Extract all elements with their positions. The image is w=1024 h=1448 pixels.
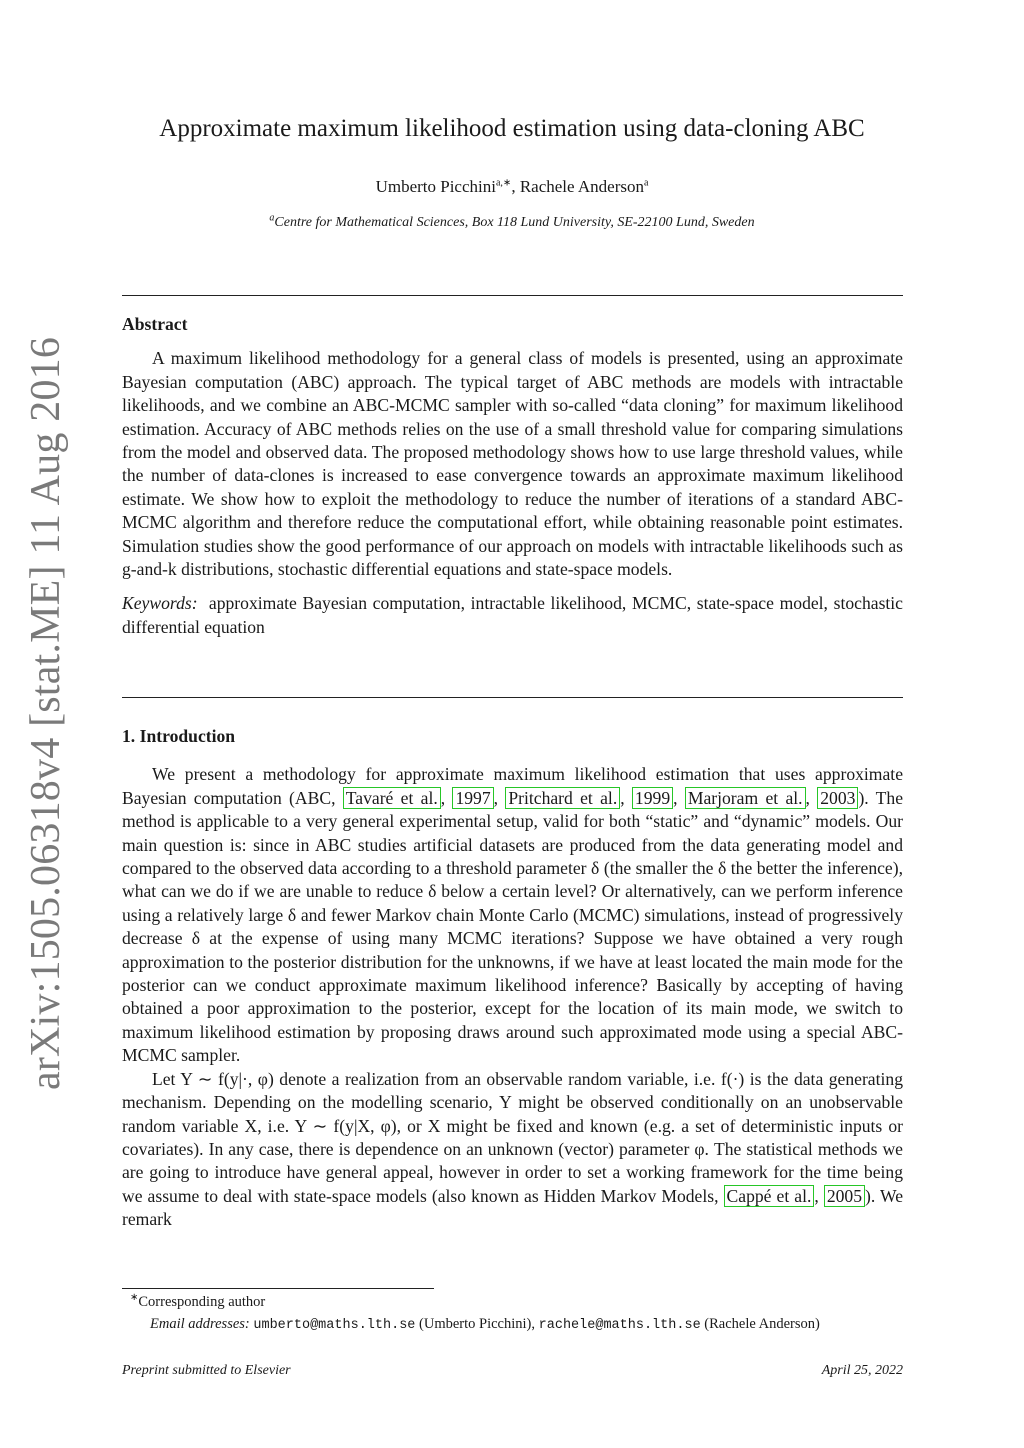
intro-paragraph-1: [122, 763, 903, 1067]
email-owner: (Umberto Picchini),: [415, 1316, 539, 1332]
affiliation-mark: a: [269, 212, 275, 224]
email-owner: (Rachele Anderson): [700, 1316, 820, 1332]
footer-date: April 25, 2022: [821, 1363, 903, 1378]
paper-title: Approximate maximum likelihood estimation using data-cloning ABC: [159, 115, 865, 142]
email-address[interactable]: rachele@maths.lth.se: [538, 1318, 701, 1333]
abstract-section: [122, 313, 903, 639]
author-name: Umberto Picchini: [375, 177, 496, 196]
author-separator: ,: [511, 177, 520, 196]
footnote-corresponding: [130, 1291, 910, 1313]
footnote-rule: [122, 1288, 434, 1289]
text-run: ,: [805, 787, 818, 808]
footer-preprint: Preprint submitted to Elsevier: [122, 1363, 291, 1378]
citation-year-link[interactable]: 2003: [817, 787, 858, 809]
introduction-section: [122, 725, 903, 1232]
text-run: ,: [620, 787, 632, 808]
footnote-emails: [130, 1313, 910, 1337]
keywords-text: approximate Bayesian computation, intractable likelihood, MCMC, state-space model, stochastic differential equation: [122, 593, 903, 637]
author-name: Rachele Anderson: [519, 177, 644, 196]
keywords: [122, 592, 903, 639]
footnote-mark: ∗: [130, 1292, 139, 1304]
citation-year-link[interactable]: 2005: [824, 1185, 865, 1207]
abstract-heading: Abstract: [122, 314, 188, 334]
footnote-corresponding-text: Corresponding author: [138, 1294, 266, 1310]
section-heading: 1. Introduction: [122, 726, 236, 746]
citation-link[interactable]: Marjoram et al.: [685, 787, 806, 809]
abstract-text: A maximum likelihood methodology for a general class of models is presented, using an approximate Bayesian computation (ABC) approach. The typical target of ABC methods are models with intractable likelihoods, and we combine an ABC-MCMC sampler with so-called “data cloning” for maximum likelihood estimation. Accuracy of ABC methods relies on the use of a small threshold value for comparing simulations from the model and observed data. The proposed methodology shows how to use large threshold values, while the number of data-clones is increased to ease convergence towards an approximate maximum likelihood estimate. We show how to exploit the methodology to reduce the number of iterations of a standard ABC-MCMC algorithm and therefore reduce the computational effort, while obtaining reasonable point estimates. Simulation studies show the good performance of our approach on models with intractable likelihoods such as g-and-k distributions, stochastic differential equations and state-space models.: [122, 348, 903, 580]
email-label: Email addresses:: [150, 1316, 250, 1332]
affiliation-text: Centre for Mathematical Sciences, Box 118 Lund University, SE-22100 Lund, Sweden: [274, 215, 755, 230]
citation-link[interactable]: Pritchard et al.: [505, 787, 620, 809]
author-affil-mark: a,∗: [495, 177, 512, 189]
text-run: ). We remark: [122, 1185, 904, 1230]
author-affil-mark: a: [643, 177, 649, 189]
email-address[interactable]: umberto@maths.lth.se: [253, 1318, 416, 1333]
bottom-rule: [122, 697, 903, 698]
text-run: ,: [814, 1185, 824, 1206]
text-run: ,: [673, 787, 685, 808]
text-run: We present a methodology for approximate maximum likelihood estimation that uses approximate Bayesian computation (ABC,: [122, 764, 903, 808]
text-run: ,: [493, 787, 506, 808]
author-line: [0, 177, 1024, 197]
footnote: [130, 1291, 910, 1337]
text-run: Let Y ∼ f(y|·, φ) denote a realization from an observable random variable, i.e. f(·) is the data generating mechanism. Depending on the modelling scenario, Y might be observed conditionally on an unobservable random variable X, i.e. Y ∼ f(y|X, φ), or X might be fixed and known (e.g. a set of deterministic inputs or covariates). In any case, there is dependence on an unknown (vector) parameter φ. The statistical methods we are going to introduce have general appeal, however in order to set a working framework for the time being we assume to deal with state-space models (also known as Hidden Markov Models,: [122, 1068, 903, 1206]
arxiv-sidebar-stamp: arXiv:1505.06318v4 [stat.ME] 11 Aug 2016: [23, 336, 69, 1090]
keywords-label: Keywords:: [122, 593, 198, 614]
text-run: ,: [440, 787, 453, 808]
citation-year-link[interactable]: 1999: [632, 787, 673, 809]
text-run: ). The method is applicable to a very general experimental setup, valid for both “static” and “dynamic” models. Our main question is: since in ABC studies artificial datasets are produced from the data generating model and compared to the observed data according to a threshold parameter δ (the smaller the δ the better the inference), what can we do if we are unable to reduce δ below a certain level? Or alternatively, can we perform inference using a relatively large δ and fewer Markov chain Monte Carlo (MCMC) simulations, instead of progressively decrease δ at the expense of using many MCMC iterations? Suppose we have obtained a very rough approximation to the posterior distribution for the unknowns, if we have at least located the main mode for the posterior can we conduct approximate maximum likelihood inference? Basically by accepting of having obtained a poor approximation to the posterior, except for the location of its main mode, we switch to maximum likelihood estimation by proposing draws around such approximated mode using a special ABC-MCMC sampler.: [122, 787, 904, 1066]
citation-year-link[interactable]: 1997: [452, 787, 493, 809]
citation-link[interactable]: Tavaré et al.: [343, 787, 441, 809]
citation-link[interactable]: Cappé et al.: [724, 1185, 815, 1207]
top-rule: [122, 295, 903, 296]
affiliation: [0, 212, 1024, 231]
intro-paragraph-2: [122, 1068, 903, 1232]
